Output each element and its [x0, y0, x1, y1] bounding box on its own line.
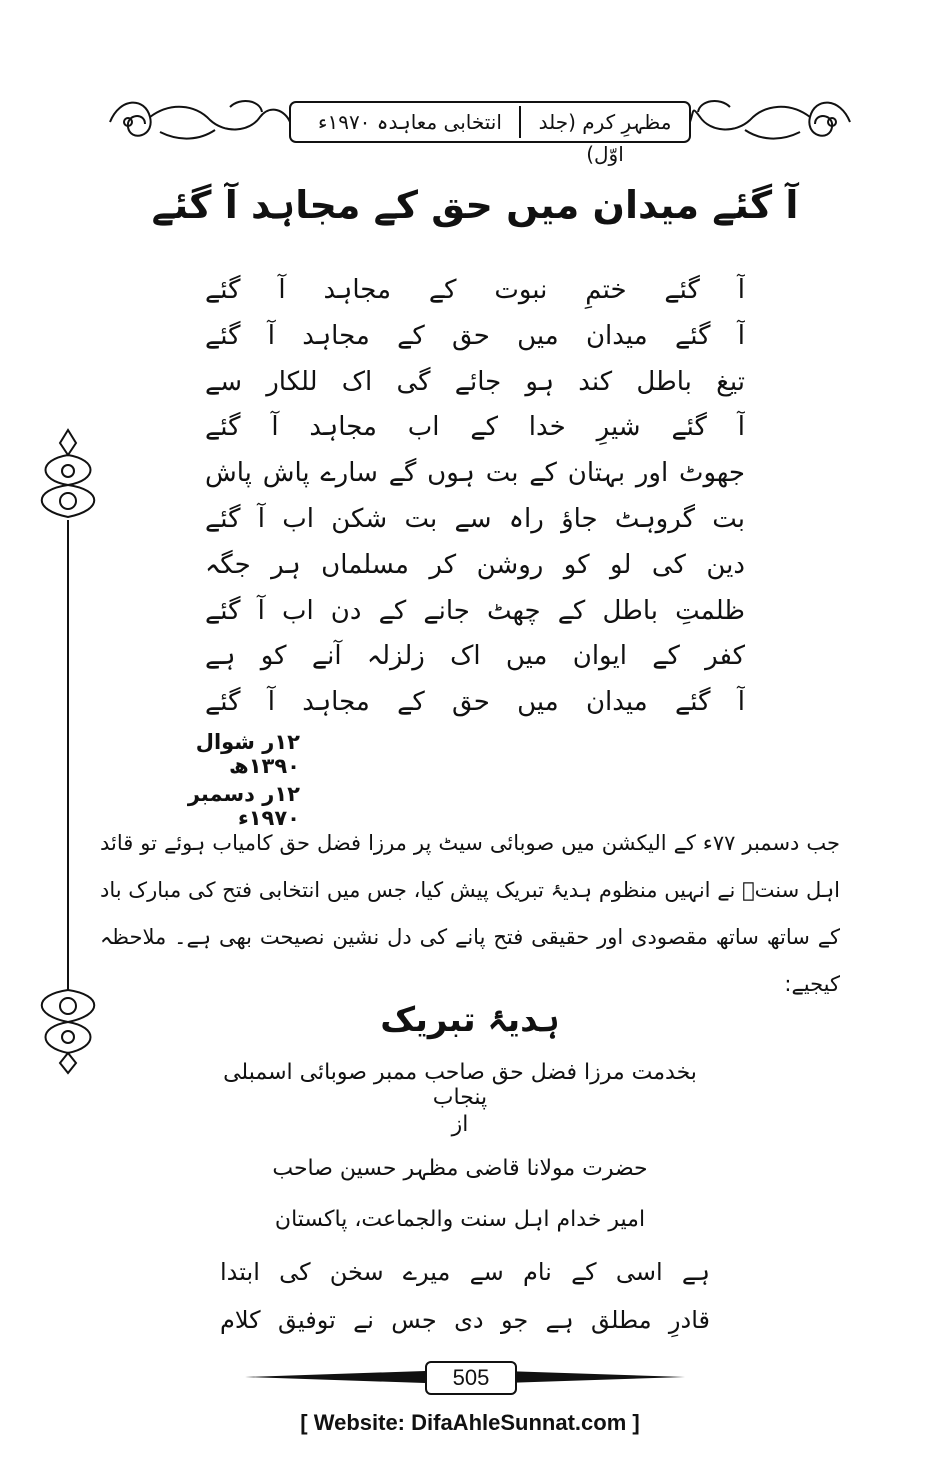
date-hijri: ۱۲ر شوال ۱۳۹۰ھ: [195, 730, 300, 778]
poem-verse: جھوٹ اور بہتان کے بت ہوں گے سارے پاش پاش: [205, 458, 745, 489]
side-ornament: [28, 425, 108, 1075]
author-title: امیر خدام اہل سنت والجماعت، پاکستان: [274, 1207, 646, 1232]
page-number: 505: [425, 1361, 517, 1395]
poem-verse: آ گئے میدان میں حق کے مجاہد آ گئے: [205, 320, 745, 351]
poem-verse: ظلمتِ باطل کے چھٹ جانے کے دن اب آ گئے: [205, 595, 745, 626]
from-label: از: [451, 1112, 469, 1137]
poem-verse: آ گئے شیرِ خدا کے اب مجاہد آ گئے: [205, 412, 745, 443]
poem-verse: قادرِ مطلق ہے جو دی جس نے توفیق کلام: [220, 1306, 710, 1334]
poem-verse: آ گئے ختمِ نبوت کے مجاہد آ گئے: [205, 275, 745, 305]
poem-verse: کفر کے ایوان میں اک زلزلہ آنے کو ہے: [205, 641, 745, 672]
poem-verse: ہے اسی کے نام سے میرے سخن کی ابتدا: [220, 1258, 710, 1286]
addressee-line: بخدمت مرزا فضل حق صاحب ممبر صوبائی اسمبلی پنجاب: [223, 1060, 697, 1110]
header-book-title: مظہرِ کرم (جلد اوّل): [538, 110, 672, 166]
date-gregorian: ۱۲ر دسمبر ۱۹۷۰ء: [187, 782, 300, 830]
page-header: [100, 92, 860, 166]
poem-verse: دین کی لو کو روشن کر مسلماں ہر جگہ: [205, 549, 745, 580]
website-footer: [ Website: DifaAhleSunnat.com ]: [300, 1410, 640, 1435]
poem-title: آ گئے میدان میں حق کے مجاہد آ گئے: [151, 183, 799, 227]
header-section-title: انتخابی معاہدہ ۱۹۷۰ء: [318, 110, 502, 134]
poem-verse: تیغ باطل کند ہو جائے گی اک للکار سے: [205, 366, 745, 397]
poem-verse: بت گروہٹ جاؤ راہ سے بت شکن اب آ گئے: [205, 503, 745, 534]
section-heading: ہدیۂ تبریک: [380, 1000, 560, 1040]
intro-paragraph: جب دسمبر ۷۷ء کے الیکشن میں صوبائی سیٹ پر مرزا فضل حق کامیاب ہوئے تو قائد اہل سنتؒ نے انہیں منظوم ہدیۂ تبریک پیش کیا، جس میں انتخابی فتح کی مبارک باد کے ساتھ ساتھ مقصودی اور حقیقی فتح پانے کی دل نشین نصیحت بھی ہے۔ ملاحظہ کیجیے:: [100, 831, 840, 996]
poem-verse: آ گئے میدان میں حق کے مجاہد آ گئے: [205, 687, 745, 718]
author-name: حضرت مولانا قاضی مظہر حسین صاحب: [272, 1156, 648, 1181]
poem: [205, 268, 745, 726]
second-poem: [220, 1248, 710, 1344]
